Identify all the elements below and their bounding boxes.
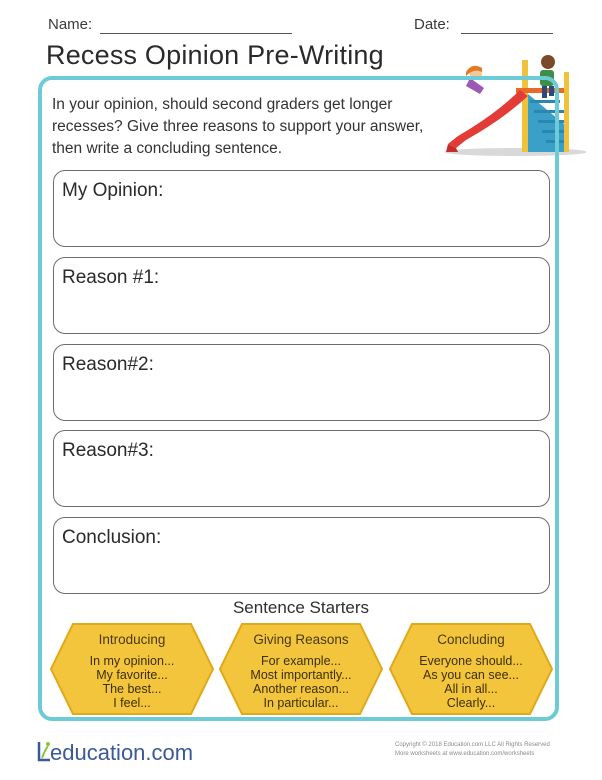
copyright-text [395, 741, 595, 759]
starter-line: All in all... [444, 682, 498, 696]
logo-text: education.com [50, 740, 194, 765]
reason-1-label: Reason #1: [62, 267, 160, 288]
starter-line: The best... [102, 682, 162, 696]
starter-line: I feel... [113, 696, 151, 710]
starter-line: My favorite... [96, 668, 168, 682]
starter-line: Everyone should... [419, 654, 523, 668]
reason-3-label: Reason#3: [62, 440, 154, 461]
starter-group-title: Introducing [98, 632, 166, 647]
starter-hexagon-giving-reasons [218, 622, 384, 716]
starter-line: Clearly... [446, 696, 496, 710]
starter-line: For example... [261, 654, 341, 668]
reason-2-label: Reason#2: [62, 354, 154, 375]
starter-line: In my opinion... [89, 654, 175, 668]
conclusion-box[interactable] [53, 517, 550, 594]
starter-group-title: Concluding [437, 632, 505, 647]
starter-hexagon-introducing [49, 622, 215, 716]
instructions-text: In your opinion, should second graders get longer recesses? Give three reasons to support your answer, then write a concluding sentence. [52, 96, 424, 157]
copyright-line: Copyright © 2018 Education.com LLC All Rights Reserved [395, 742, 550, 748]
date-label: Date: [414, 16, 450, 33]
copyright-line: More worksheets at www.education.com/worksheets [395, 751, 535, 757]
name-label: Name: [48, 16, 93, 33]
my-opinion-box[interactable] [53, 170, 550, 247]
page-title: Recess Opinion Pre-Writing [46, 40, 384, 70]
name-line[interactable] [100, 33, 292, 34]
my-opinion-label: My Opinion: [62, 180, 164, 201]
sentence-starters-title: Sentence Starters [232, 598, 370, 617]
conclusion-label: Conclusion: [62, 527, 162, 548]
starter-hexagon-concluding [388, 622, 554, 716]
starter-line: As you can see... [423, 668, 519, 682]
starter-line: In particular... [263, 696, 339, 710]
starter-line: Another reason... [253, 682, 349, 696]
reason-3-box[interactable] [53, 430, 550, 507]
reason-2-box[interactable] [53, 344, 550, 421]
reason-1-box[interactable] [53, 257, 550, 334]
starter-group-title: Giving Reasons [253, 632, 349, 647]
starter-line: Most importantly... [250, 668, 352, 682]
education-com-logo [36, 738, 236, 768]
